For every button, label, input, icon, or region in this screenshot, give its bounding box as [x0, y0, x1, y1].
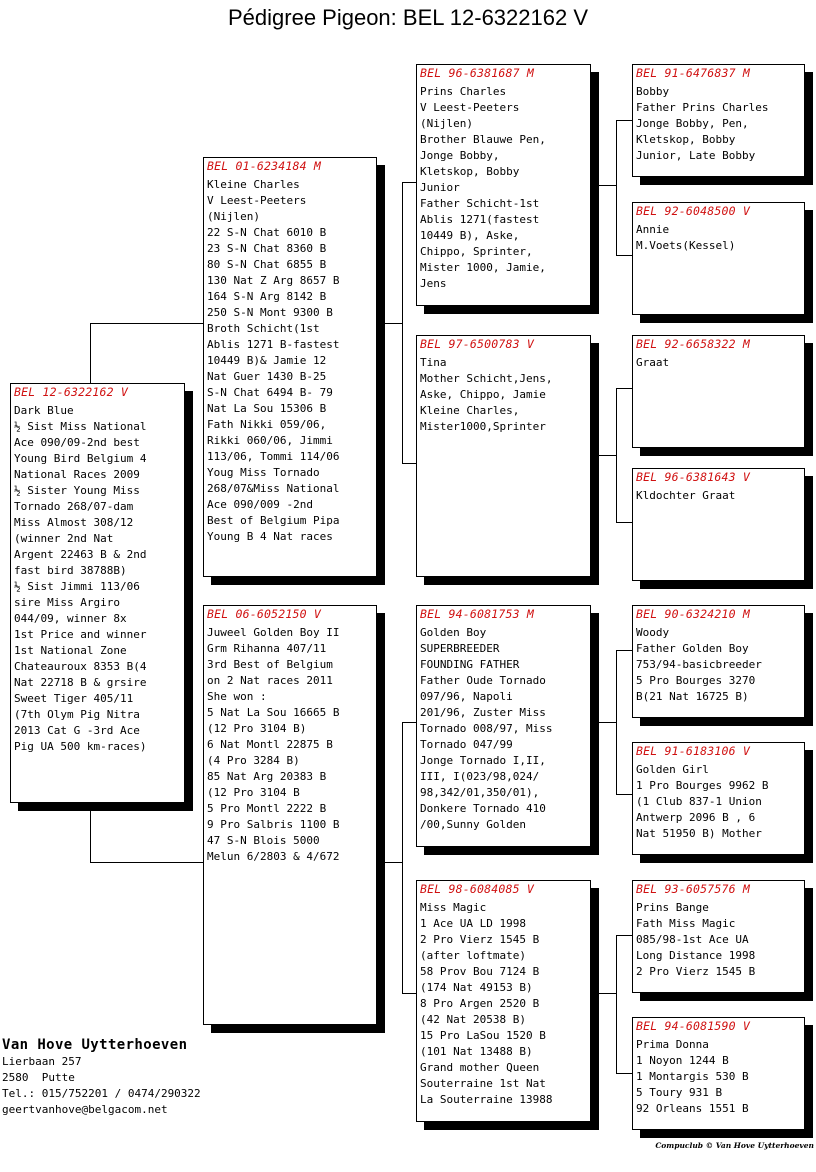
pigeon-description: Golden Boy SUPERBREEDER FOUNDING FATHER Father Oude Tornado 097/96, Napoli 201/96, Zuster Miss Tornado 008/97, Miss Tornado 047/99 Jonge Tornado I,II, III, I(023/98,024/ 98,342/01,350/01), Donkere Tornado 410 /00,Sunny Golden — [420, 626, 553, 831]
connector — [616, 255, 632, 256]
pigeon-description: Woody Father Golden Boy 753/94-basicbreeder 5 Pro Bourges 3270 B(21 Nat 16725 B) — [636, 626, 762, 703]
pigeon-card-sss — [632, 64, 805, 177]
pigeon-description: Graat — [636, 356, 670, 369]
pigeon-card-sds — [632, 335, 805, 448]
ring-number: BEL 94-6081753 M — [420, 607, 534, 621]
pigeon-card-subject — [10, 383, 185, 803]
ring-number: BEL 92-6048500 V — [636, 204, 750, 218]
owner-name: Van Hove Uytterhoeven — [2, 1037, 188, 1053]
ring-number: BEL 92-6658322 M — [636, 337, 750, 351]
pigeon-card-sdd — [632, 468, 805, 581]
pigeon-description: Bobby Father Prins Charles Jonge Bobby, Pen, Kletskop, Bobby Junior, Late Bobby — [636, 85, 769, 162]
connector — [384, 862, 402, 863]
ring-number: BEL 91-6183106 V — [636, 744, 750, 758]
connector — [402, 722, 403, 994]
ring-number: BEL 97-6500783 V — [420, 337, 534, 351]
connector — [598, 993, 616, 994]
ring-number: BEL 93-6057576 M — [636, 882, 750, 896]
pigeon-description: Juweel Golden Boy II Grm Rihanna 407/11 3rd Best of Belgium on 2 Nat races 2011 She won : 5 Nat La Sou 16665 B (12 Pro 3104 B) 6 Nat Montl 22875 B (4 Pro 3284 B) 85 Nat Arg 20383 B (12 Pro 3104 B 5 Pro Montl 2222 B 9 Pro Salbris 1100 B 47 S-N Blois 5000 Melun 6/2803 & 4/672 — [207, 626, 340, 863]
connector — [616, 794, 632, 795]
connector — [402, 182, 403, 464]
pigeon-description: Prins Bange Fath Miss Magic 085/98-1st Ace UA Long Distance 1998 2 Pro Vierz 1545 B — [636, 901, 756, 978]
owner-block — [2, 1036, 201, 1118]
connector — [598, 722, 616, 723]
connector — [90, 323, 91, 383]
pigeon-card-sire — [203, 157, 377, 577]
pigeon-description: Dark Blue ½ Sist Miss National Ace 090/09-2nd best Young Bird Belgium 4 National Races 2009 ½ Sister Young Miss Tornado 268/07-dam Miss Almost 308/12 (winner 2nd Nat Argent 22463 B & 2nd fast bird 38788B) ½ Sist Jimmi 113/06 sire Miss Argiro 044/09, winner 8x 1st Price and winner 1st National Zone Chateauroux 8353 B(4 Nat 22718 B & grsire Sweet Tiger 405/11 (7th Olym Pig Nitra 2013 Cat G -3rd Ace Pig UA 500 km-races) — [14, 404, 147, 753]
connector — [90, 802, 91, 863]
pigeon-card-ssd — [632, 202, 805, 315]
connector — [616, 650, 632, 651]
ring-number: BEL 96-6381643 V — [636, 470, 750, 484]
connector — [402, 993, 417, 994]
connector — [402, 722, 417, 723]
connector — [90, 862, 204, 863]
ring-number: BEL 98-6084085 V — [420, 882, 534, 896]
connector — [90, 323, 204, 324]
connector — [616, 1073, 632, 1074]
pigeon-card-ddd — [632, 1017, 805, 1130]
connector — [616, 120, 617, 256]
owner-street: Lierbaan 257 — [2, 1055, 82, 1068]
pigeon-card-dss — [632, 605, 805, 718]
pigeon-description: Kldochter Graat — [636, 489, 736, 502]
connector — [384, 323, 402, 324]
ring-number: BEL 96-6381687 M — [420, 66, 534, 80]
pigeon-description: Kleine Charles V Leest-Peeters (Nijlen) 22 S-N Chat 6010 B 23 S-N Chat 8360 B 80 S-N Chat 6855 B 130 Nat Z Arg 8657 B 164 S-N Arg 8142 B 250 S-N Mont 9300 B Broth Schicht(1st Ablis 1271 B-fastest 10449 B)& Jamie 12 Nat Guer 1430 B-25 S-N Chat 6494 B- 79 Nat La Sou 15306 B Fath Nikki 059/06, Rikki 060/06, Jimmi 113/06, Tommi 114/06 Youg Miss Tornado 268/07&Miss National Ace 090/009 -2nd Best of Belgium Pipa Young B 4 Nat races — [207, 178, 340, 543]
owner-city: 2580 Putte — [2, 1071, 75, 1084]
connector — [402, 182, 417, 183]
connector — [616, 650, 617, 795]
ring-number: BEL 12-6322162 V — [14, 385, 128, 399]
pigeon-description: Golden Girl 1 Pro Bourges 9962 B (1 Club 837-1 Union Antwerp 2096 B , 6 Nat 51950 B) Mother — [636, 763, 769, 840]
connector — [402, 463, 417, 464]
pigeon-description: Prima Donna 1 Noyon 1244 B 1 Montargis 530 B 5 Toury 931 B 92 Orleans 1551 B — [636, 1038, 749, 1115]
connector — [616, 522, 632, 523]
owner-phone: Tel.: 015/752201 / 0474/290322 — [2, 1087, 201, 1100]
connector — [616, 935, 617, 1074]
ring-number: BEL 01-6234184 M — [207, 159, 321, 173]
pigeon-card-dam — [203, 605, 377, 1025]
connector — [616, 388, 632, 389]
pigeon-description: Annie M.Voets(Kessel) — [636, 223, 736, 252]
connector — [616, 120, 632, 121]
connector — [598, 185, 616, 186]
owner-email: geertvanhove@belgacom.net — [2, 1103, 168, 1116]
connector — [598, 455, 616, 456]
page-title: Pédigree Pigeon: BEL 12-6322162 V — [227, 5, 588, 30]
pigeon-card-dam-sire — [416, 605, 591, 847]
pigeon-description: Miss Magic 1 Ace UA LD 1998 2 Pro Vierz 1545 B (after loftmate) 58 Prov Bou 7124 B (174 Nat 49153 B) 8 Pro Argen 2520 B (42 Nat 20538 B) 15 Pro LaSou 1520 B (101 Nat 13488 B) Grand mother Queen Souterraine 1st Nat La Souterraine 13988 — [420, 901, 553, 1106]
ring-number: BEL 90-6324210 M — [636, 607, 750, 621]
ring-number: BEL 06-6052150 V — [207, 607, 321, 621]
pigeon-description: Prins Charles V Leest-Peeters (Nijlen) Brother Blauwe Pen, Jonge Bobby, Kletskop, Bobby Junior Father Schicht-1st Ablis 1271(fastest 10449 B), Aske, Chippo, Sprinter, Mister 1000, Jamie, Jens — [420, 85, 546, 290]
pigeon-card-sire-dam — [416, 335, 591, 577]
pigeon-card-dds — [632, 880, 805, 993]
pigeon-card-dam-dam — [416, 880, 591, 1122]
pigeon-description: Tina Mother Schicht,Jens, Aske, Chippo, Jamie Kleine Charles, Mister1000,Sprinter — [420, 356, 553, 433]
ring-number: BEL 94-6081590 V — [636, 1019, 750, 1033]
ring-number: BEL 91-6476837 M — [636, 66, 750, 80]
pigeon-card-sire-sire — [416, 64, 591, 306]
pigeon-card-dsd — [632, 742, 805, 855]
credit-line: Compuclub © Van Hove Uytterhoeven — [655, 1141, 814, 1150]
connector — [616, 388, 617, 523]
connector — [616, 935, 632, 936]
